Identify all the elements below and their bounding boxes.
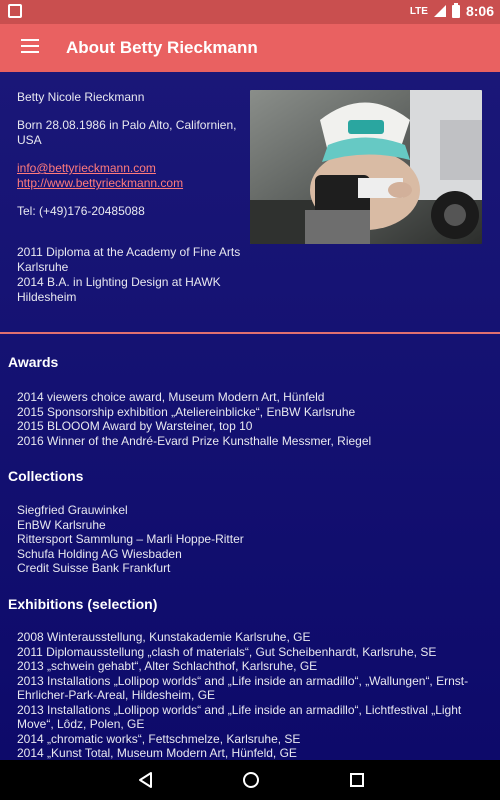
status-icons — [410, 3, 494, 19]
birth-info: Born 28.08.1986 in Palo Alto, Californien, USA — [17, 118, 237, 147]
home-circle-icon[interactable] — [241, 770, 261, 790]
awards-list — [17, 390, 477, 448]
profile-info — [17, 90, 249, 305]
education-ba: 2014 B.A. in Lighting Design at HAWK Hildesheim — [17, 275, 221, 304]
artist-photo — [250, 90, 482, 244]
system-nav-bar — [0, 760, 500, 800]
status-bar — [0, 0, 500, 24]
network-type: LTE — [409, 5, 428, 17]
list-item: 2014 „Kunst Total, Museum Modern Art, Hünfeld, GE — [17, 746, 297, 760]
section-divider — [0, 332, 500, 334]
list-item: 2014 viewers choice award, Museum Modern Art, Hünfeld — [17, 390, 325, 404]
education-diploma: 2011 Diploma at the Academy of Fine Arts Karlsruhe — [17, 245, 241, 274]
list-item: EnBW Karlsruhe — [17, 517, 106, 532]
signal-icon — [434, 5, 446, 17]
email-link[interactable]: info@bettyrieckmann.com — [17, 161, 156, 175]
recent-square-icon[interactable] — [347, 770, 367, 790]
website-link[interactable]: http://www.bettyrieckmann.com — [17, 176, 184, 190]
hamburger-icon[interactable] — [21, 39, 39, 53]
list-item: Siegfried Grauwinkel — [17, 503, 128, 517]
page-title: About Betty Rieckmann — [66, 38, 258, 57]
list-item: Credit Suisse Bank Frankfurt — [17, 561, 171, 575]
list-item: 2016 Winner of the André-Evard Prize Kunsthalle Messmer, Riegel — [17, 433, 372, 448]
phone-number: Tel: (+49)176-20485088 — [17, 204, 145, 218]
list-item: 2015 Sponsorship exhibition „Ateliereinblicke“, EnBW Karlsruhe — [17, 404, 356, 419]
awards-heading: Awards — [8, 354, 59, 370]
clock: 8:06 — [465, 3, 494, 19]
list-item: 2014 „chromatic works“, Fettschmelze, Karlsruhe, SE — [17, 731, 301, 746]
list-item: Rittersport Sammlung – Marli Hoppe-Ritter — [17, 532, 244, 546]
list-item: 2011 Diplomausstellung „clash of materials“, Gut Scheibenhardt, Karlsruhe, SE — [17, 644, 437, 659]
about-content[interactable] — [0, 72, 500, 760]
back-triangle-icon[interactable] — [136, 770, 156, 790]
app-bar — [0, 24, 500, 72]
artist-name: Betty Nicole Rieckmann — [17, 90, 145, 104]
list-item: 2013 Installations „Lollipop worlds“ and „Life inside an armadillo“, Lichtfestival „Light Move“, Lôdz, Polen, GE — [17, 702, 462, 731]
notification-icon — [8, 4, 22, 18]
list-item: 2015 BLOOOM Award by Warsteiner, top 10 — [17, 419, 253, 433]
list-item: Schufa Holding AG Wiesbaden — [17, 546, 182, 561]
list-item: 2013 „schwein gehabt“, Alter Schlachthof, Karlsruhe, GE — [17, 659, 318, 673]
collections-heading: Collections — [8, 468, 84, 484]
collections-list — [17, 503, 477, 576]
battery-icon — [452, 5, 460, 18]
list-item: 2013 Installations „Lollipop worlds“ and „Life inside an armadillo“, „Wallungen“, Ernst-Ehrlicher-Park-Areal, Hildesheim, GE — [17, 673, 469, 702]
exhibitions-list — [17, 630, 477, 760]
list-item: 2008 Winterausstellung, Kunstakademie Karlsruhe, GE — [17, 630, 311, 644]
exhibitions-heading: Exhibitions (selection) — [8, 596, 158, 612]
